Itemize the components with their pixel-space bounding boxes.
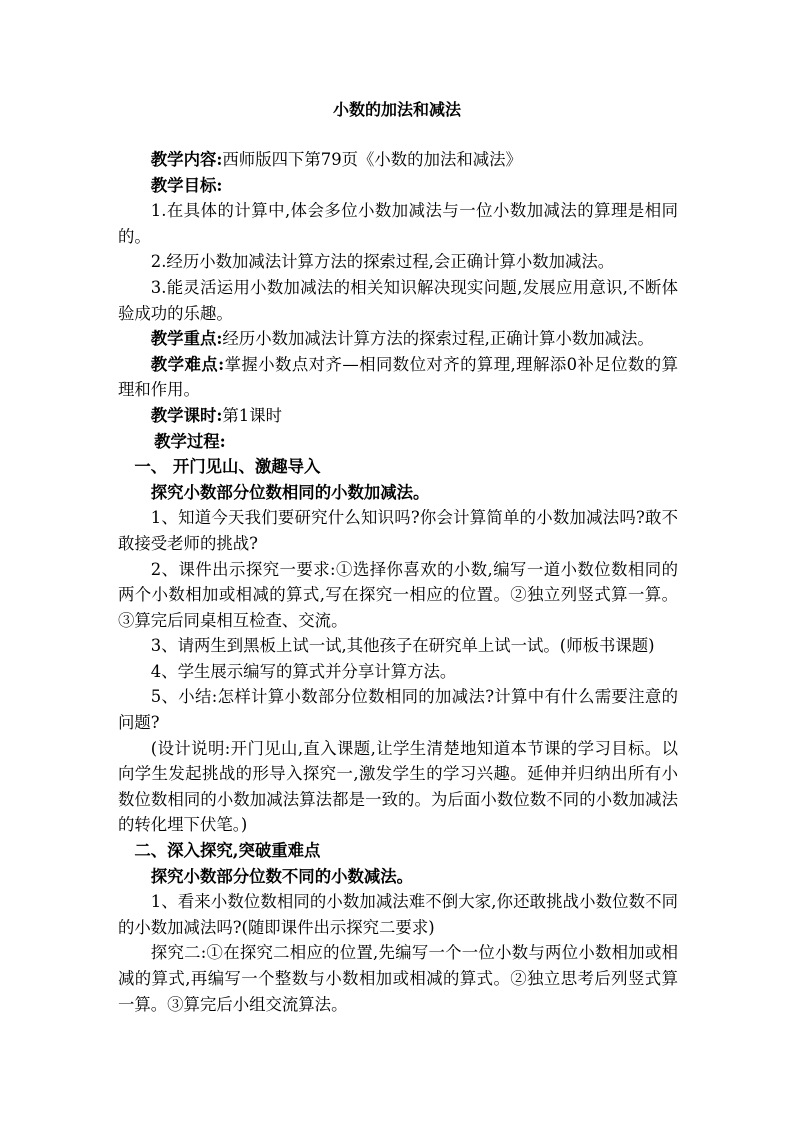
section-1-paragraph-5: 5、小结:怎样计算小数部分位数相同的加减法?计算中有什么需要注意的问题? bbox=[118, 687, 678, 733]
section-2-subtitle: 探究小数部分位数不同的小数减法。 bbox=[150, 866, 414, 886]
hours-text: 第1课时 bbox=[222, 405, 283, 425]
goal-3: 3.能灵活运用小数加减法的相关知识解决现实问题,发展应用意识,不断体验成功的乐趣。 bbox=[118, 277, 678, 323]
goal-2: 2.经历小数加减法计算方法的探索过程,会正确计算小数加减法。 bbox=[150, 252, 615, 272]
key-label: 教学重点: bbox=[150, 329, 223, 349]
key-text: 经历小数加减法计算方法的探索过程,正确计算小数加减法。 bbox=[222, 329, 654, 349]
teaching-key-point bbox=[118, 326, 678, 352]
section-2-paragraph-2: 探究二:①在探究二相应的位置,先编写一个一位小数与两位小数相加或相减的算式,再编写一个整数与小数相加或相减的算式。②独立思考后列竖式算一算。③算完后小组交流算法。 bbox=[118, 943, 678, 1014]
goals-label: 教学目标: bbox=[150, 175, 223, 195]
teaching-hours bbox=[118, 403, 678, 429]
section-1-subtitle: 探究小数部分位数相同的小数加减法。 bbox=[150, 482, 430, 502]
document-body bbox=[118, 147, 678, 1017]
hours-label: 教学课时: bbox=[150, 405, 223, 425]
content-text: 西师版四下第79页《小数的加法和减法》 bbox=[222, 150, 522, 169]
process-label: 教学过程: bbox=[154, 431, 226, 451]
section-1-paragraph-3: 3、请两生到黑板上试一试,其他孩子在研究单上试一试。(师板书课题) bbox=[150, 636, 655, 656]
section-1-design-note: (设计说明:开门见山,直入课题,让学生清楚地知道本节课的学习目标。以向学生发起挑战的形导入探究一,激发学生的学习兴趣。延伸并归纳出所有小数位数相同的小数加减法算法都是一致的。为后面小数位数不同的小数加减法的转化埋下伏笔。) bbox=[118, 738, 678, 835]
goal-1: 1.在具体的计算中,体会多位小数加减法与一位小数加减法的算理是相同的。 bbox=[118, 201, 678, 246]
content-label: 教学内容: bbox=[150, 150, 223, 169]
section-1-paragraph-1: 1、知道今天我们要研究什么知识吗?你会计算简单的小数加减法吗?敢不敢接受老师的挑战? bbox=[118, 508, 678, 553]
document-title: 小数的加法和减法 bbox=[332, 100, 461, 119]
section-1-title: 一、 开门见山、激趣导入 bbox=[134, 457, 321, 477]
section-1-paragraph-2: 2、课件出示探究一要求:①选择你喜欢的小数,编写一道小数位数相同的两个小数相加或相减的算式,写在探究一相应的位置。②独立列竖式算一算。③算完后同桌相互检查、交流。 bbox=[118, 559, 678, 630]
difficulty-label: 教学难点: bbox=[150, 354, 225, 374]
section-1-paragraph-4: 4、学生展示编写的算式并分享计算方法。 bbox=[150, 661, 457, 681]
section-2-paragraph-1: 1、看来小数位数相同的小数加减法难不倒大家,你还敢挑战小数位数不同的小数加减法吗?(随即课件出示探究二要求) bbox=[118, 892, 678, 937]
teaching-difficulty bbox=[118, 352, 678, 403]
section-2-title: 二、深入探究,突破重难点 bbox=[134, 841, 321, 861]
difficulty-text: 掌握小数点对齐—相同数位对齐的算理,理解添0补足位数的算理和作用。 bbox=[118, 354, 678, 400]
teaching-content bbox=[118, 147, 678, 173]
